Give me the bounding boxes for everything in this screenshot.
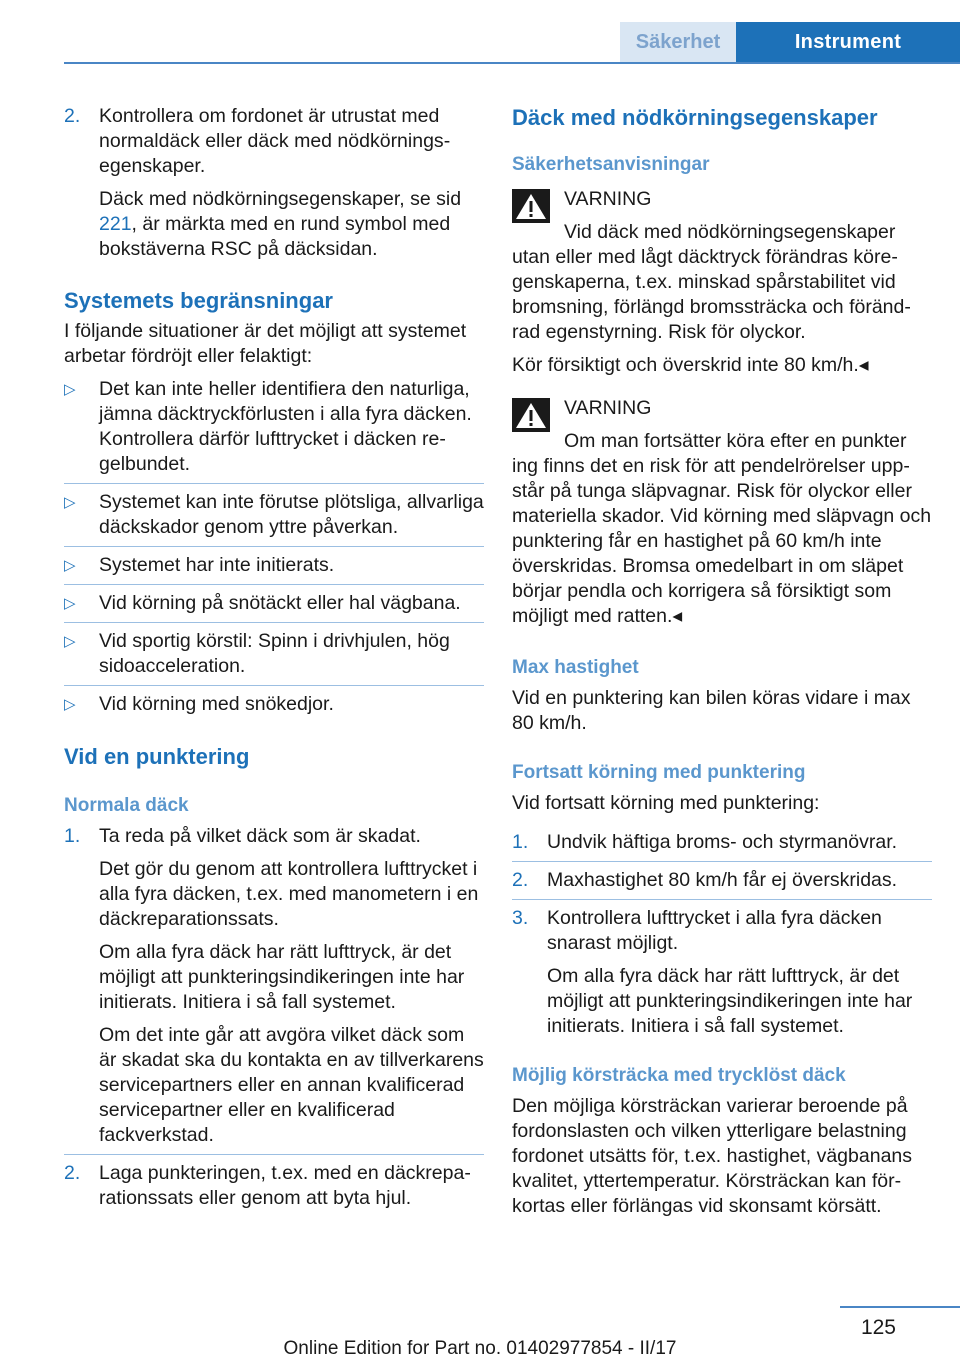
numbered-item-2: [64, 104, 484, 262]
item-text-reference: [99, 187, 484, 262]
bullet-text: Vid körning på snötäckt eller hal vägbana.: [99, 592, 461, 614]
page-link-221[interactable]: 221: [99, 213, 132, 235]
item-text: Kontrollera lufttrycket i alla fyra däcken snarast möjligt.: [547, 907, 882, 954]
page-header: [0, 0, 960, 64]
item-text: Undvik häftiga broms- och styrmanövrar.: [547, 831, 898, 853]
triangle-bullet-icon: ▷: [64, 494, 76, 511]
divider: [64, 483, 484, 484]
range-text: Den möjliga körsträckan varierar beroende på fordonslasten och vilken ytterligare belastning fordonet utsätts för, t.ex. hastighet, vägbanans kvalitet, yttertemperatur. Körsträckan kan förkortas eller förlängas vid skonsamt körsätt.: [512, 1095, 913, 1217]
heading-normala-dack: Normala däck: [64, 795, 189, 816]
heading-dack-med-nodkorningsegenskaper: Däck med nödkörningsegenskaper: [512, 105, 878, 130]
item-number: 2.: [64, 105, 81, 127]
numbered-item-1: [64, 824, 484, 1148]
warning-followup: Kör försiktigt och överskrid inte 80 km/h.◂: [512, 354, 869, 376]
list-item: [64, 553, 484, 584]
item-number: 3.: [512, 907, 529, 929]
item-number: 1.: [512, 831, 529, 853]
ref-text-post: , är märkta med en rund symbol med bokstäverna RSC på däcksidan.: [99, 213, 451, 260]
warning-triangle-icon: [512, 398, 550, 432]
bullet-text: Systemet kan inte förutse plötsliga, allvarliga däckskador genom yttre påverkan.: [99, 491, 484, 538]
header-rule: [64, 62, 960, 64]
item-text: Kontrollera om fordonet är utrustat med normaldäck eller däck med nödkörningsegenskaper.: [99, 105, 451, 177]
divider: [512, 861, 932, 862]
item-text: Laga punkteringen, t.ex. med en däckreparationssats eller genom att byta hjul.: [99, 1162, 471, 1209]
heading-max-hastighet: Max hastighet: [512, 657, 639, 678]
divider: [64, 546, 484, 547]
heading-fortsatt-korning: Fortsatt körning med punktering: [512, 762, 806, 783]
bullet-text: Det kan inte heller identifiera den naturliga, jämna däcktryckförlusten i alla fyra däcken. Kontrollera därför lufttrycket i däcken regelbundet.: [99, 378, 472, 475]
bullet-text: Vid körning med snökedjor.: [99, 693, 334, 715]
item-text: Maxhastighet 80 km/h får ej överskridas.: [547, 869, 898, 891]
item-number: 2.: [64, 1162, 81, 1184]
warning-text: Om man fortsätter köra efter en punkter: [564, 430, 907, 452]
heading-systemets-begransningar: Systemets begränsningar: [64, 288, 333, 313]
ref-text-pre: Däck med nödkörningsegenskaper, se sid: [99, 188, 462, 210]
footer-rule: [840, 1306, 960, 1308]
heading-sakerhetsanvisningar: Säkerhetsanvisningar: [512, 154, 710, 175]
warning-text: utan eller med lågt däcktryck förändras köregenskaperna, t.ex. minskad spårstabilitet vid bromsning, förlängd bromssträcka och förändrad egenstyrning. Risk för olyckor.: [512, 246, 911, 343]
tab-instrument[interactable]: Instrument: [736, 22, 960, 62]
item-text: Om alla fyra däck har rätt lufttryck, är det möjligt att punkteringsindikeringen inte har initierats. Initiera i så fall systemet.: [547, 965, 913, 1037]
item-text: Om alla fyra däck har rätt lufttryck, är det möjligt att punkteringsindikeringen inte har initierats. Initiera i så fall systemet.: [99, 941, 465, 1013]
warning-block-2: [512, 396, 932, 629]
numbered-item-1: [512, 830, 932, 855]
list-item: [64, 377, 484, 483]
triangle-bullet-icon: ▷: [64, 595, 76, 612]
bullet-text: Systemet har inte initierats.: [99, 554, 335, 576]
list-item: [64, 591, 484, 622]
divider: [64, 584, 484, 585]
left-column: [64, 104, 484, 1211]
item-text: Om det inte går att avgöra vilket däck som är skadat ska du kontakta en av tillverkarens servicepartners eller en annan kvalificerad servicepartner eller en kvalificerad fackverkstad.: [99, 1024, 484, 1146]
list-item: [64, 692, 484, 723]
footer-edition: Online Edition for Part no. 01402977854 - II/17: [283, 1338, 677, 1359]
item-text: Ta reda på vilket däck som är skadat.: [99, 825, 421, 847]
triangle-bullet-icon: ▷: [64, 633, 76, 650]
limits-bullet-list: [64, 377, 484, 723]
right-column: [512, 104, 932, 1219]
triangle-bullet-icon: ▷: [64, 696, 76, 713]
item-text: Det gör du genom att kontrollera lufttrycket i alla fyra däcken, t.ex. med manometern i en däckreparationssats.: [99, 858, 479, 930]
triangle-bullet-icon: ▷: [64, 557, 76, 574]
divider: [64, 622, 484, 623]
warning-block-1: [512, 187, 932, 345]
divider: [64, 685, 484, 686]
max-speed-text: Vid en punktering kan bilen köras vidare i max 80 km/h.: [512, 687, 911, 734]
warning-triangle-icon: [512, 189, 550, 223]
triangle-bullet-icon: ▷: [64, 381, 76, 398]
list-item: [64, 629, 484, 685]
warning-title: VARNING: [564, 188, 652, 210]
heading-mojlig-korstracka: Möjlig körsträcka med trycklöst däck: [512, 1065, 846, 1086]
list-item: [64, 490, 484, 546]
heading-vid-en-punktering: Vid en punktering: [64, 744, 250, 769]
limits-intro: I följande situationer är det möjligt att systemet arbetar fördröjt eller felaktigt:: [64, 320, 467, 367]
numbered-item-3: [512, 906, 932, 1039]
numbered-item-2b: [64, 1161, 484, 1211]
item-number: 1.: [64, 825, 81, 847]
page-number: 125: [860, 1316, 896, 1339]
tab-sakerhet[interactable]: Säkerhet: [620, 22, 736, 62]
warning-title: VARNING: [564, 397, 652, 419]
divider: [512, 899, 932, 900]
continue-steps-list: [512, 830, 932, 1039]
warning-text: Vid däck med nödkörningsegenskaper: [564, 221, 896, 243]
continue-intro: Vid fortsatt körning med punktering:: [512, 792, 820, 814]
divider: [64, 1154, 484, 1155]
item-number: 2.: [512, 869, 529, 891]
warning-text: ing finns det en risk för att pendelrörelser uppstår på tunga släpvagnar. Risk för olyckor eller materiella skador. Vid körning med släpvagn och punktering får en hastighet på 60 km/h inte överskridas. Bromsa omedelbart in om släpet börjar pendla och korrigera så försiktigt som möjligt med ratten.◂: [512, 455, 932, 627]
numbered-item-2: [512, 868, 932, 893]
bullet-text: Vid sportig körstil: Spinn i drivhjulen, hög sidoacceleration.: [99, 630, 450, 677]
